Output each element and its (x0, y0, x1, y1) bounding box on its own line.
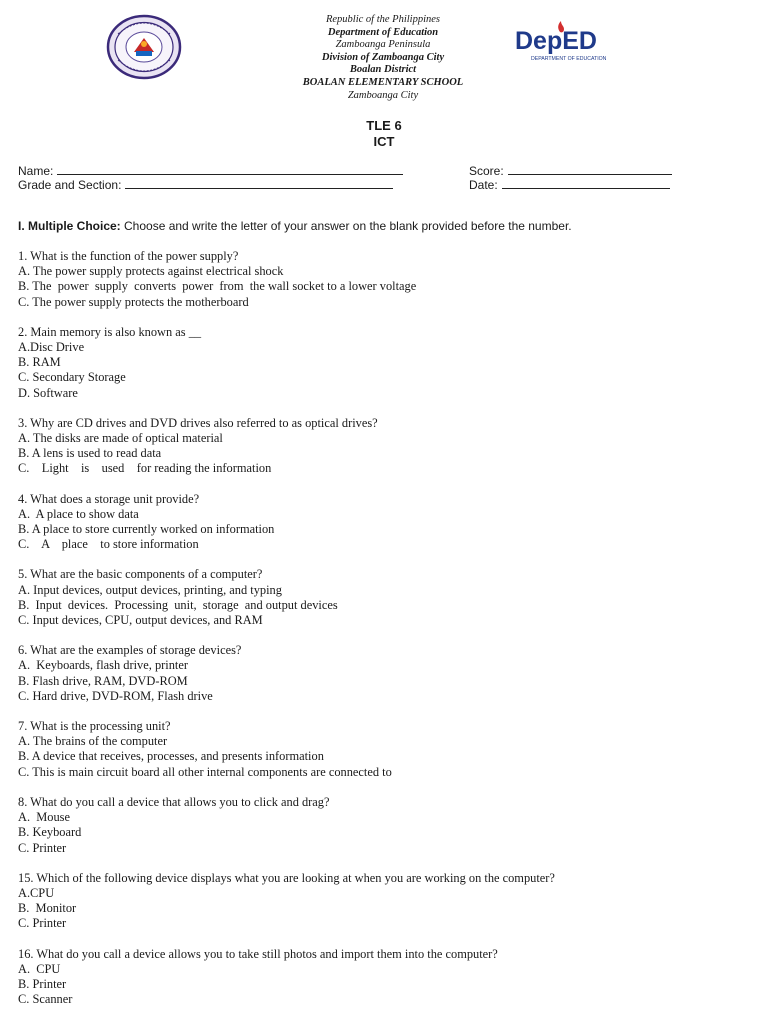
question-text: 16. What do you call a device allows you to take still photos and import them into the computer? (18, 946, 498, 961)
school-header (240, 14, 526, 102)
header-department: Department of Education (327, 26, 439, 38)
header-school: BOALAN ELEMENTARY SCHOOL (302, 76, 464, 88)
name-blank[interactable] (57, 164, 403, 175)
question-text: 2. Main memory is also known as __ (18, 324, 202, 339)
question-text: 8. What do you call a device that allows you to click and drag? (18, 794, 330, 809)
answer-choice: C. This is main circuit board all other internal components are connected to (18, 764, 392, 779)
answer-choice: A.Disc Drive (18, 340, 85, 355)
question-text: 4. What does a storage unit provide? (18, 491, 200, 506)
answer-choice: B. RAM (18, 355, 61, 370)
deped-logo-text: DepED (515, 27, 597, 55)
header-republic: Republic of the Philippines (325, 14, 441, 25)
score-field[interactable] (469, 164, 672, 178)
date-label: Date: (469, 178, 498, 192)
question-item (18, 795, 758, 856)
answer-choice: B. Printer (18, 976, 67, 991)
answer-choice: D. Software (18, 385, 78, 400)
answer-choice: C. The power supply protects the motherboard (18, 294, 249, 309)
question-text: 5. What are the basic components of a computer? (18, 567, 263, 582)
answer-choice: B. The power supply converts power from the wall socket to a lower voltage (18, 279, 417, 294)
answer-choice: C. Printer (18, 916, 67, 931)
grade-section-label: Grade and Section: (18, 178, 122, 192)
answer-choice: C. Secondary Storage (18, 370, 126, 385)
answer-choice: A. The brains of the computer (18, 734, 168, 749)
header-district: Boalan District (349, 64, 417, 76)
question-item (18, 492, 758, 553)
answer-choice: A. Mouse (18, 810, 70, 825)
answer-choice: C. Hard drive, DVD-ROM, Flash drive (18, 688, 213, 703)
answer-choice: A. The disks are made of optical material (18, 431, 223, 446)
instructions-text: Choose and write the letter of your answer on the blank provided before the number. (120, 219, 572, 233)
subject-title: TLE 6 (366, 118, 402, 133)
header-city: Zamboanga City (347, 89, 419, 101)
grade-section-blank[interactable] (125, 178, 393, 189)
question-item (18, 249, 758, 310)
question-item (18, 871, 758, 932)
answer-choice: C. Input devices, CPU, output devices, and RAM (18, 613, 263, 628)
question-item (18, 947, 758, 1008)
question-text: 7. What is the processing unit? (18, 719, 171, 734)
header-region: Zamboanga Peninsula (335, 39, 431, 51)
question-item (18, 325, 758, 401)
answer-choice: C. Printer (18, 840, 67, 855)
question-item (18, 567, 758, 628)
name-label: Name: (18, 164, 54, 178)
instructions (18, 219, 572, 233)
answer-choice: A. The power supply protects against electrical shock (18, 264, 284, 279)
answer-choice: A.CPU (18, 885, 55, 900)
answer-choice: B. Monitor (18, 901, 77, 916)
answer-choice: B. A lens is used to read data (18, 446, 162, 461)
answer-choice: B. A device that receives, processes, and presents information (18, 749, 324, 764)
course-title: ICT (373, 134, 395, 149)
question-item (18, 719, 758, 780)
question-text: 15. Which of the following device displays what you are looking at when you are working on the computer? (18, 870, 555, 885)
question-text: 3. Why are CD drives and DVD drives also referred to as optical drives? (18, 415, 378, 430)
question-list (18, 249, 758, 1022)
grade-section-field[interactable] (18, 178, 393, 192)
score-blank[interactable] (508, 164, 672, 175)
answer-choice: B. Flash drive, RAM, DVD-ROM (18, 673, 188, 688)
question-text: 6. What are the examples of storage devices? (18, 643, 242, 658)
answer-choice: B. Keyboard (18, 825, 82, 840)
question-item (18, 643, 758, 704)
answer-choice: A. Input devices, output devices, printing, and typing (18, 582, 282, 597)
answer-choice: B. Input devices. Processing unit, storage and output devices (18, 597, 338, 612)
deped-logo (514, 18, 622, 64)
question-item (18, 416, 758, 477)
name-field[interactable] (18, 164, 403, 178)
answer-choice: A. Keyboards, flash drive, printer (18, 658, 188, 673)
answer-choice: A. CPU (18, 961, 61, 976)
deped-logo-subtext: DEPARTMENT OF EDUCATION (531, 56, 607, 62)
answer-choice: A. A place to show data (18, 506, 139, 521)
answer-choice: B. A place to store currently worked on information (18, 522, 275, 537)
answer-choice: C. Scanner (18, 992, 73, 1007)
instructions-label: I. Multiple Choice: (18, 219, 121, 233)
school-seal-logo (106, 14, 182, 80)
header-division: Division of Zamboanga City (321, 51, 445, 63)
score-label: Score: (469, 164, 504, 178)
question-text: 1. What is the function of the power supply? (18, 249, 239, 263)
answer-choice: C. Light is used for reading the information (18, 461, 272, 476)
date-blank[interactable] (502, 178, 670, 189)
date-field[interactable] (469, 178, 670, 192)
answer-choice: C. A place to store information (18, 537, 199, 552)
